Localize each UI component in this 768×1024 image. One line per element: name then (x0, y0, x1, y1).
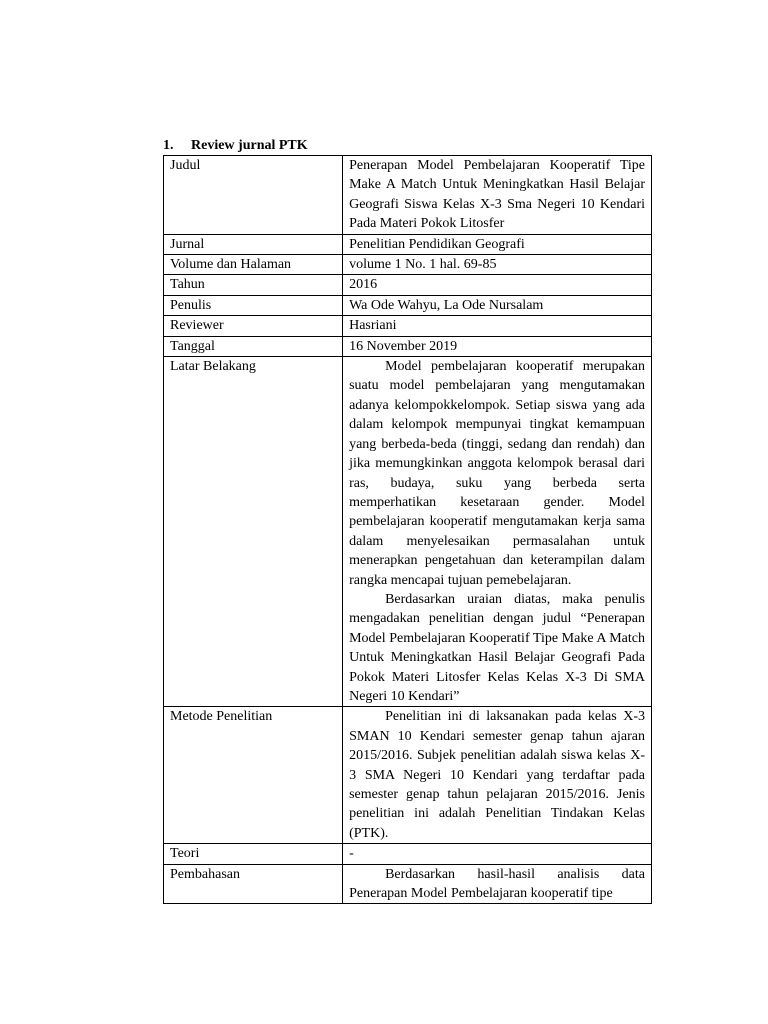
row-label: Teori (164, 844, 343, 864)
section-title: Review jurnal PTK (191, 138, 308, 153)
row-label: Jurnal (164, 234, 343, 254)
table-row (164, 864, 652, 903)
section-number: 1. (163, 138, 174, 153)
row-value (343, 255, 652, 275)
paragraph: Model pembelajaran kooperatif merupakan suatu model pembelajaran yang mengutamakan adanya kelompokkelompok. Setiap siswa yang ada dalam kelompok mempunyai tingkat kemampuan yang berbeda-beda (tinggi, sedang dan rendah) dan jika memungkinkan anggota kelompok berasal dari ras, budaya, suku yang berbeda serta memperhatikan kesetaraan gender. Model pembelajaran kooperatif mengutamakan kerja sama dalam menyelesaikan permasalahan untuk menerapkan pengetahuan dan keterampilan dalam rangka mencapai tujuan pemebelajaran. (349, 359, 645, 588)
document-page (163, 137, 652, 904)
row-label: Reviewer (164, 316, 343, 336)
paragraph: volume 1 No. 1 hal. 69-85 (349, 257, 497, 273)
row-value (343, 234, 652, 254)
table-row (164, 156, 652, 235)
table-row (164, 295, 652, 315)
row-label: Tahun (164, 275, 343, 295)
row-label: Judul (164, 156, 343, 235)
row-value (343, 316, 652, 336)
paragraph: Wa Ode Wahyu, La Ode Nursalam (349, 297, 544, 313)
paragraph: Penelitian Pendidikan Geografi (349, 236, 525, 252)
row-label: Metode Penelitian (164, 707, 343, 844)
table-row (164, 316, 652, 336)
row-value (343, 275, 652, 295)
paragraph: Berdasarkan hasil-hasil analisis data Penerapan Model Pembelajaran kooperatif tipe (349, 866, 645, 902)
row-value (343, 295, 652, 315)
row-label: Tanggal (164, 336, 343, 356)
table-row (164, 707, 652, 844)
row-value (343, 357, 652, 707)
table-row (164, 234, 652, 254)
table-row (164, 336, 652, 356)
row-value (343, 707, 652, 844)
paragraph: Penerapan Model Pembelajaran Kooperatif Tipe Make A Match Untuk Meningkatkan Hasil Belajar Geografi Siswa Kelas X-3 Sma Negeri 10 Kendari Pada Materi Pokok Litosfer (349, 158, 645, 232)
review-table (163, 155, 652, 904)
row-value (343, 336, 652, 356)
table-row (164, 357, 652, 707)
table-row (164, 275, 652, 295)
row-label: Pembahasan (164, 864, 343, 903)
table-row (164, 844, 652, 864)
row-value (343, 156, 652, 235)
paragraph: Berdasarkan uraian diatas, maka penulis mengadakan penelitian dengan judul “Penerapan Model Pembelajaran Kooperatif Tipe Make A Match Untuk Meningkatkan Hasil Belajar Geografi Pada Pokok Materi Litosfer Kelas Kelas X-3 Di SMA Negeri 10 Kendari” (349, 591, 645, 704)
paragraph: - (349, 846, 354, 862)
paragraph: 2016 (349, 277, 378, 293)
table-row (164, 255, 652, 275)
paragraph: Penelitian ini di laksanakan pada kelas X-3 SMAN 10 Kendari semester genap tahun ajaran 2015/2016. Subjek penelitian adalah siswa kelas X-3 SMA Negeri 10 Kendari yang terdaftar pada semester genap tahun pelajaran 2015/2016. Jenis penelitian ini adalah Penelitian Tindakan Kelas (PTK). (349, 709, 645, 841)
row-label: Latar Belakang (164, 357, 343, 707)
paragraph: Hasriani (349, 318, 397, 334)
row-value (343, 844, 652, 864)
row-value (343, 864, 652, 903)
paragraph: 16 November 2019 (349, 338, 458, 354)
row-label: Penulis (164, 295, 343, 315)
row-value-clip (349, 865, 645, 903)
row-label: Volume dan Halaman (164, 255, 343, 275)
section-heading (163, 137, 652, 155)
